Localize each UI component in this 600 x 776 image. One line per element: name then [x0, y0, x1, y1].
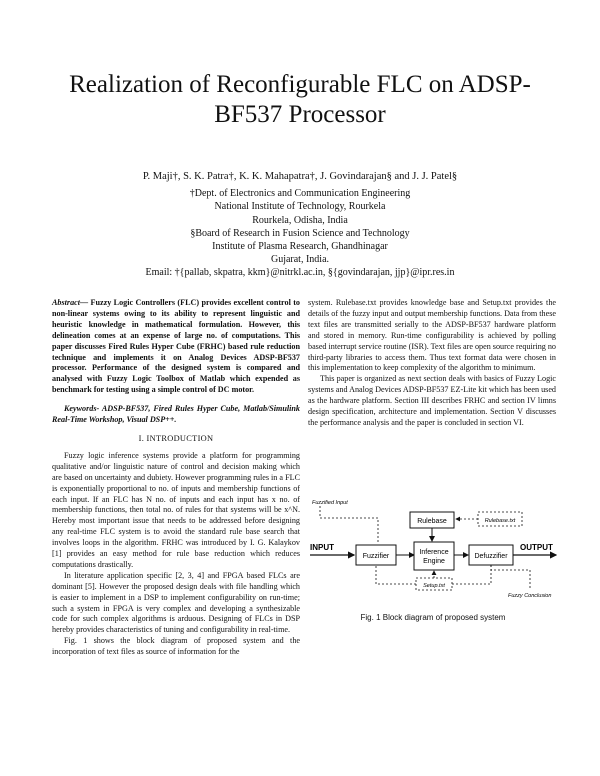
- inference-engine-box: [414, 542, 454, 570]
- abstract-label: Abstract—: [52, 298, 89, 307]
- paper-title: [40, 70, 560, 130]
- intro-paragraph-2: In literature application specific [2, 3, 4] and FPGA based FLCs are dominant [5]. However the proposed design deals with file handling which is easier to implement in a DSP to implement configurability on run-time; such a system in FPGA is very complex and developing a synthesizable code for such complex algorithms is arduous. Designing of FLCs in DSP hereby provides characteristics of tuning and configurability in real-time.: [52, 570, 300, 635]
- block-diagram: [308, 498, 558, 598]
- left-column: [52, 298, 300, 658]
- affiliation-line: †Dept. of Electronics and Communication Engineering: [189, 188, 411, 200]
- affiliation-line: Institute of Plasma Research, Ghandhinagar: [212, 241, 388, 253]
- intro-paragraph-3: Fig. 1 shows the block diagram of proposed system and the incorporation of text files as source of information for the: [52, 636, 300, 657]
- output-label: OUTPUT: [520, 543, 553, 552]
- fuzzy-conclusion-label: Fuzzy Conclusion: [508, 593, 552, 598]
- affiliation-line: Gujarat, India.: [270, 254, 330, 266]
- conclusion-dashed-line: [491, 565, 530, 590]
- right-column: [308, 298, 556, 429]
- affiliation-line: National Institute of Technology, Rourkela: [214, 201, 386, 213]
- fuzzified-input-label: Fuzzified Input: [312, 500, 348, 506]
- abstract: [52, 298, 300, 396]
- keywords: Keywords- ADSP-BF537, Fired Rules Hyper Cube, Matlab/Simulink Real-Time Workshop, Visual DSP++.: [52, 404, 300, 425]
- author-names: P. Maji†, S. K. Patra†, K. K. Mahapatra†, J. Govindarajan§ and J. J. Patel§: [142, 171, 458, 182]
- inference-label-1: Inference: [419, 549, 449, 556]
- fuzzified-dashed-line: [320, 506, 378, 543]
- intro-paragraph-1: Fuzzy logic inference systems provide a platform for programming qualitative and/or linguistic nature of control and decision making which are based on uncertainty and dubiety. However programming rules in a FLC is exponentially proportional to no. of inputs and membership functions of each input. If an FLC has N no. of inputs and each input has x no. of membership functions, then total no. of rules for that systems will be x^N. Hereby most important issue that needs to be addressed before designing any real-time FLC system is to avoid the standard rule base search that involves loops in the algorithm. FRHC was introduced by I. G. Kalaykov [1] provides an easy method for rule base reduction which reduces computations drastically.: [52, 450, 300, 569]
- author-email: Email: †{pallab, skpatra, kkm}@nitrkl.ac.in, §{govindarajan, jjp}@ipr.res.in: [145, 267, 455, 279]
- rulebase-txt-label: Rulebase.txt: [484, 518, 516, 524]
- inference-label-2: Engine: [423, 558, 445, 565]
- input-label: INPUT: [310, 543, 334, 552]
- title-line-1: Realization of Reconfigurable FLC on ADSP-: [69, 71, 531, 98]
- defuzzifier-label: Defuzzifier: [474, 553, 508, 560]
- rulebase-label: Rulebase: [417, 518, 447, 525]
- figure-caption: Fig. 1 Block diagram of proposed system: [360, 613, 506, 622]
- affiliation-line: Rourkela, Odisha, India: [252, 214, 348, 226]
- section-heading: I. INTRODUCTION: [138, 433, 214, 443]
- affiliation-line: §Board of Research in Fusion Science and Technology: [190, 227, 410, 239]
- setup-txt-label: Setup.txt: [423, 583, 445, 589]
- title-line-2: BF537 Processor: [214, 101, 386, 128]
- abstract-body: Fuzzy Logic Controllers (FLC) provides excellent control to non-linear systems owing to its ability to represent linguistic and heuristic knowledge in mathematical formulation. However, this delineation comes at an expense of large no. of computations. This paper discusses Fired Rules Hyper Cube (FRHC) based rule reduction technique and implements it on Analog Devices ADSP-BF537 processor. Performance of the designed system is compared and analysed with Fuzzy Logic Toolbox of Matlab which expended as benchmark for testing using a simple control of DC motor.: [52, 298, 300, 395]
- right-paragraph-2: This paper is organized as next section deals with basics of Fuzzy Logic systems and Analog Devices ADSP-BF537 EZ-Lite kit which has been used as the hardware platform. Section III describes FRHC and section IV limns design specification, architecture and implementation. Section V discusses the performance analysis and the paper is concluded in section VI.: [308, 374, 556, 427]
- right-paragraph-1: system. Rulebase.txt provides knowledge base and Setup.txt provides the details of the fuzzy input and output membership functions. Data from these text files are transmitted serially to the ADSP-BF537 hardware platform and stored in memory. Run-time configurability is achieved by polling based interrupt service routine (ISR). Text files are open source requiring no third-party libraries to access them. Thus text format data were chosen in this implementation to keep complexity of the algorithm to minimum.: [308, 298, 556, 373]
- author-block: [60, 170, 540, 280]
- fuzzifier-label: Fuzzifier: [362, 553, 390, 560]
